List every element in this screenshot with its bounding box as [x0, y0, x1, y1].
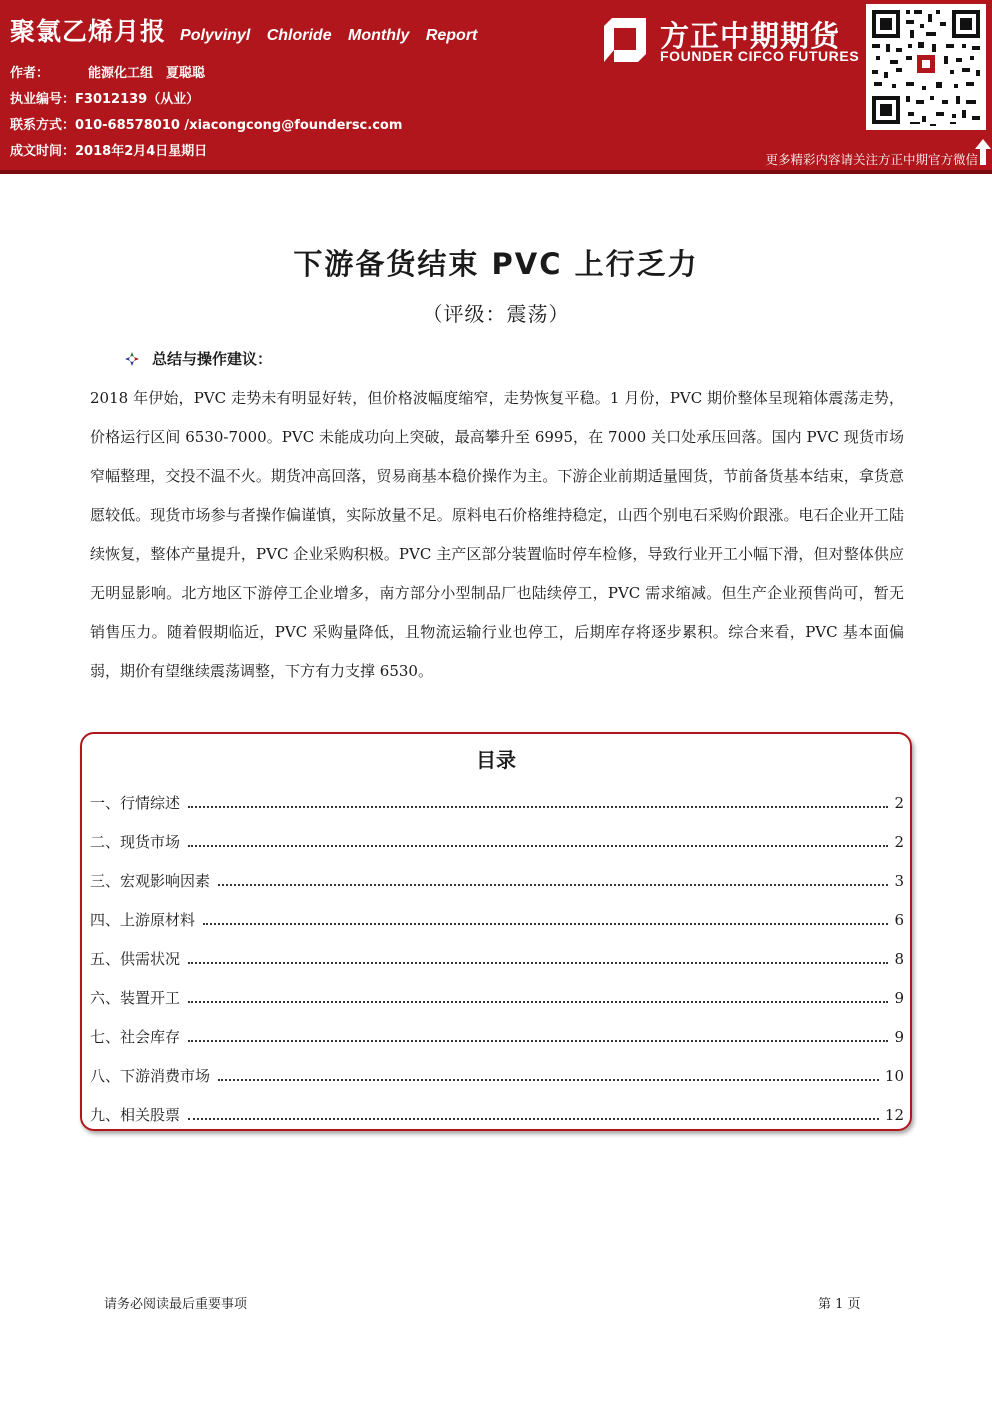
toc-leader: [188, 806, 888, 808]
toc-title: 目录: [476, 748, 516, 772]
toc-leader: [188, 1118, 879, 1120]
contact-label: 联系方式：: [10, 118, 76, 133]
summary-paragraph: 2018 年伊始，PVC 走势未有明显好转，但价格波幅度缩窄，走势恢复平稳。1 月份，PVC 期价整体呈现箱体震荡走势，价格运行区间 6530-7000。PVC 未能成功向上突破，最高攀升至 6995，在 7000 关口处承压回落。国内 PVC 现货市场窄幅整理，交投不温不火。期货冲高回落，贸易商基本稳价操作为主。下游企业前期适量囤货，节前备货基本结束，拿货意愿较低。现货市场参与者操作偏谨慎，实际放量不足。原料电石价格维持稳定，山西个别电石采购价跟涨。电石企业开工陆续恢复，整体产量提升，PVC 企业采购积极。PVC 主产区部分装置临时停车检修，导致行业开工小幅下滑，但对整体供应无明显影响。北方地区下游停工企业增多，南方部分小型制品厂也陆续停工，PVC 需求缩减。但生产企业预售尚可，暂无销售压力。随着假期临近，PVC 采购量降低，且物流运输行业也停工，后期库存将逐步累积。综合来看，PVC 基本面偏弱，期价有望继续震荡调整，下方有力支撑 6530。: [90, 389, 904, 680]
toc-item-label: 六、装置开工: [90, 989, 181, 1007]
toc-item-page: 6: [894, 911, 904, 929]
toc-item-label: 八、下游消费市场: [90, 1067, 211, 1085]
toc-item[interactable]: [90, 1104, 904, 1143]
up-arrow-icon: [974, 138, 992, 166]
toc-item[interactable]: [90, 792, 904, 831]
toc-item-label: 四、上游原材料: [90, 911, 196, 929]
toc-item[interactable]: [90, 987, 904, 1026]
toc-item-label: 七、社会库存: [90, 1028, 181, 1046]
wechat-qr-code-icon[interactable]: [866, 4, 986, 130]
contact-row: [10, 114, 402, 133]
toc-item-page: 12: [884, 1106, 904, 1124]
toc-item-page: 10: [884, 1067, 904, 1085]
toc-item-label: 九、相关股票: [90, 1106, 181, 1124]
license-row: [10, 88, 199, 107]
toc-item-page: 2: [894, 794, 904, 812]
report-header: [0, 0, 992, 170]
toc-item-label: 五、供需状况: [90, 950, 181, 968]
toc-item[interactable]: [90, 948, 904, 987]
section-heading: [124, 348, 272, 369]
section-heading-text: 总结与操作建议：: [152, 350, 273, 368]
logo-text-cn: 方正中期期货: [660, 19, 841, 53]
toc-leader: [188, 962, 888, 964]
toc-item-page: 2: [894, 833, 904, 851]
rating: （评级：震荡）: [422, 302, 570, 326]
footer-notice: 请务必阅读最后重要事项: [104, 1297, 248, 1312]
date-label: 成文时间：: [10, 144, 76, 159]
header-info: [10, 12, 477, 48]
table-of-contents: [80, 732, 912, 1131]
toc-item[interactable]: [90, 831, 904, 870]
toc-item[interactable]: [90, 870, 904, 909]
toc-item-page: 3: [894, 872, 904, 890]
toc-leader: [188, 1040, 888, 1042]
license-label: 执业编号：: [10, 92, 76, 107]
page-title: 下游备货结束 PVC 上行乏力: [293, 247, 699, 281]
toc-item[interactable]: [90, 1026, 904, 1065]
report-title-cn: 聚氯乙烯月报: [10, 17, 167, 46]
toc-item-page: 9: [894, 989, 904, 1007]
wechat-follow-note: 更多精彩内容请关注方正中期官方微信: [765, 152, 978, 167]
report-type-title: [10, 12, 477, 48]
company-logo: [602, 12, 864, 72]
bullet-arrow-icon: [124, 351, 140, 367]
toc-item-label: 一、行情综述: [90, 794, 181, 812]
header-divider: [0, 170, 992, 174]
toc-leader: [218, 1079, 879, 1081]
author-value: 能源化工组 夏聪聪: [88, 66, 206, 81]
author-row: [10, 62, 205, 81]
toc-item[interactable]: [90, 909, 904, 948]
date-value: 2018年2月4日星期日: [75, 144, 208, 159]
toc-item-page: 9: [894, 1028, 904, 1046]
toc-leader: [188, 845, 888, 847]
toc-item-label: 二、现货市场: [90, 833, 181, 851]
date-row: [10, 140, 207, 159]
author-label: 作者：: [10, 66, 50, 81]
toc-item-page: 8: [894, 950, 904, 968]
logo-text-en: FOUNDER CIFCO FUTURES: [660, 48, 860, 64]
toc-leader: [203, 923, 888, 925]
toc-item[interactable]: [90, 1065, 904, 1104]
toc-leader: [218, 884, 888, 886]
contact-value[interactable]: 010-68578010 /xiacongcong@foundersc.com: [75, 118, 403, 133]
toc-list: [90, 792, 904, 1143]
license-value: F3012139（从业）: [75, 92, 200, 107]
report-title-en: Polyvinyl Chloride Monthly Report: [180, 27, 478, 44]
toc-leader: [188, 1001, 888, 1003]
logo-mark-icon: [602, 16, 648, 64]
page-number: 第 1 页: [818, 1297, 861, 1312]
toc-item-label: 三、宏观影响因素: [90, 872, 211, 890]
